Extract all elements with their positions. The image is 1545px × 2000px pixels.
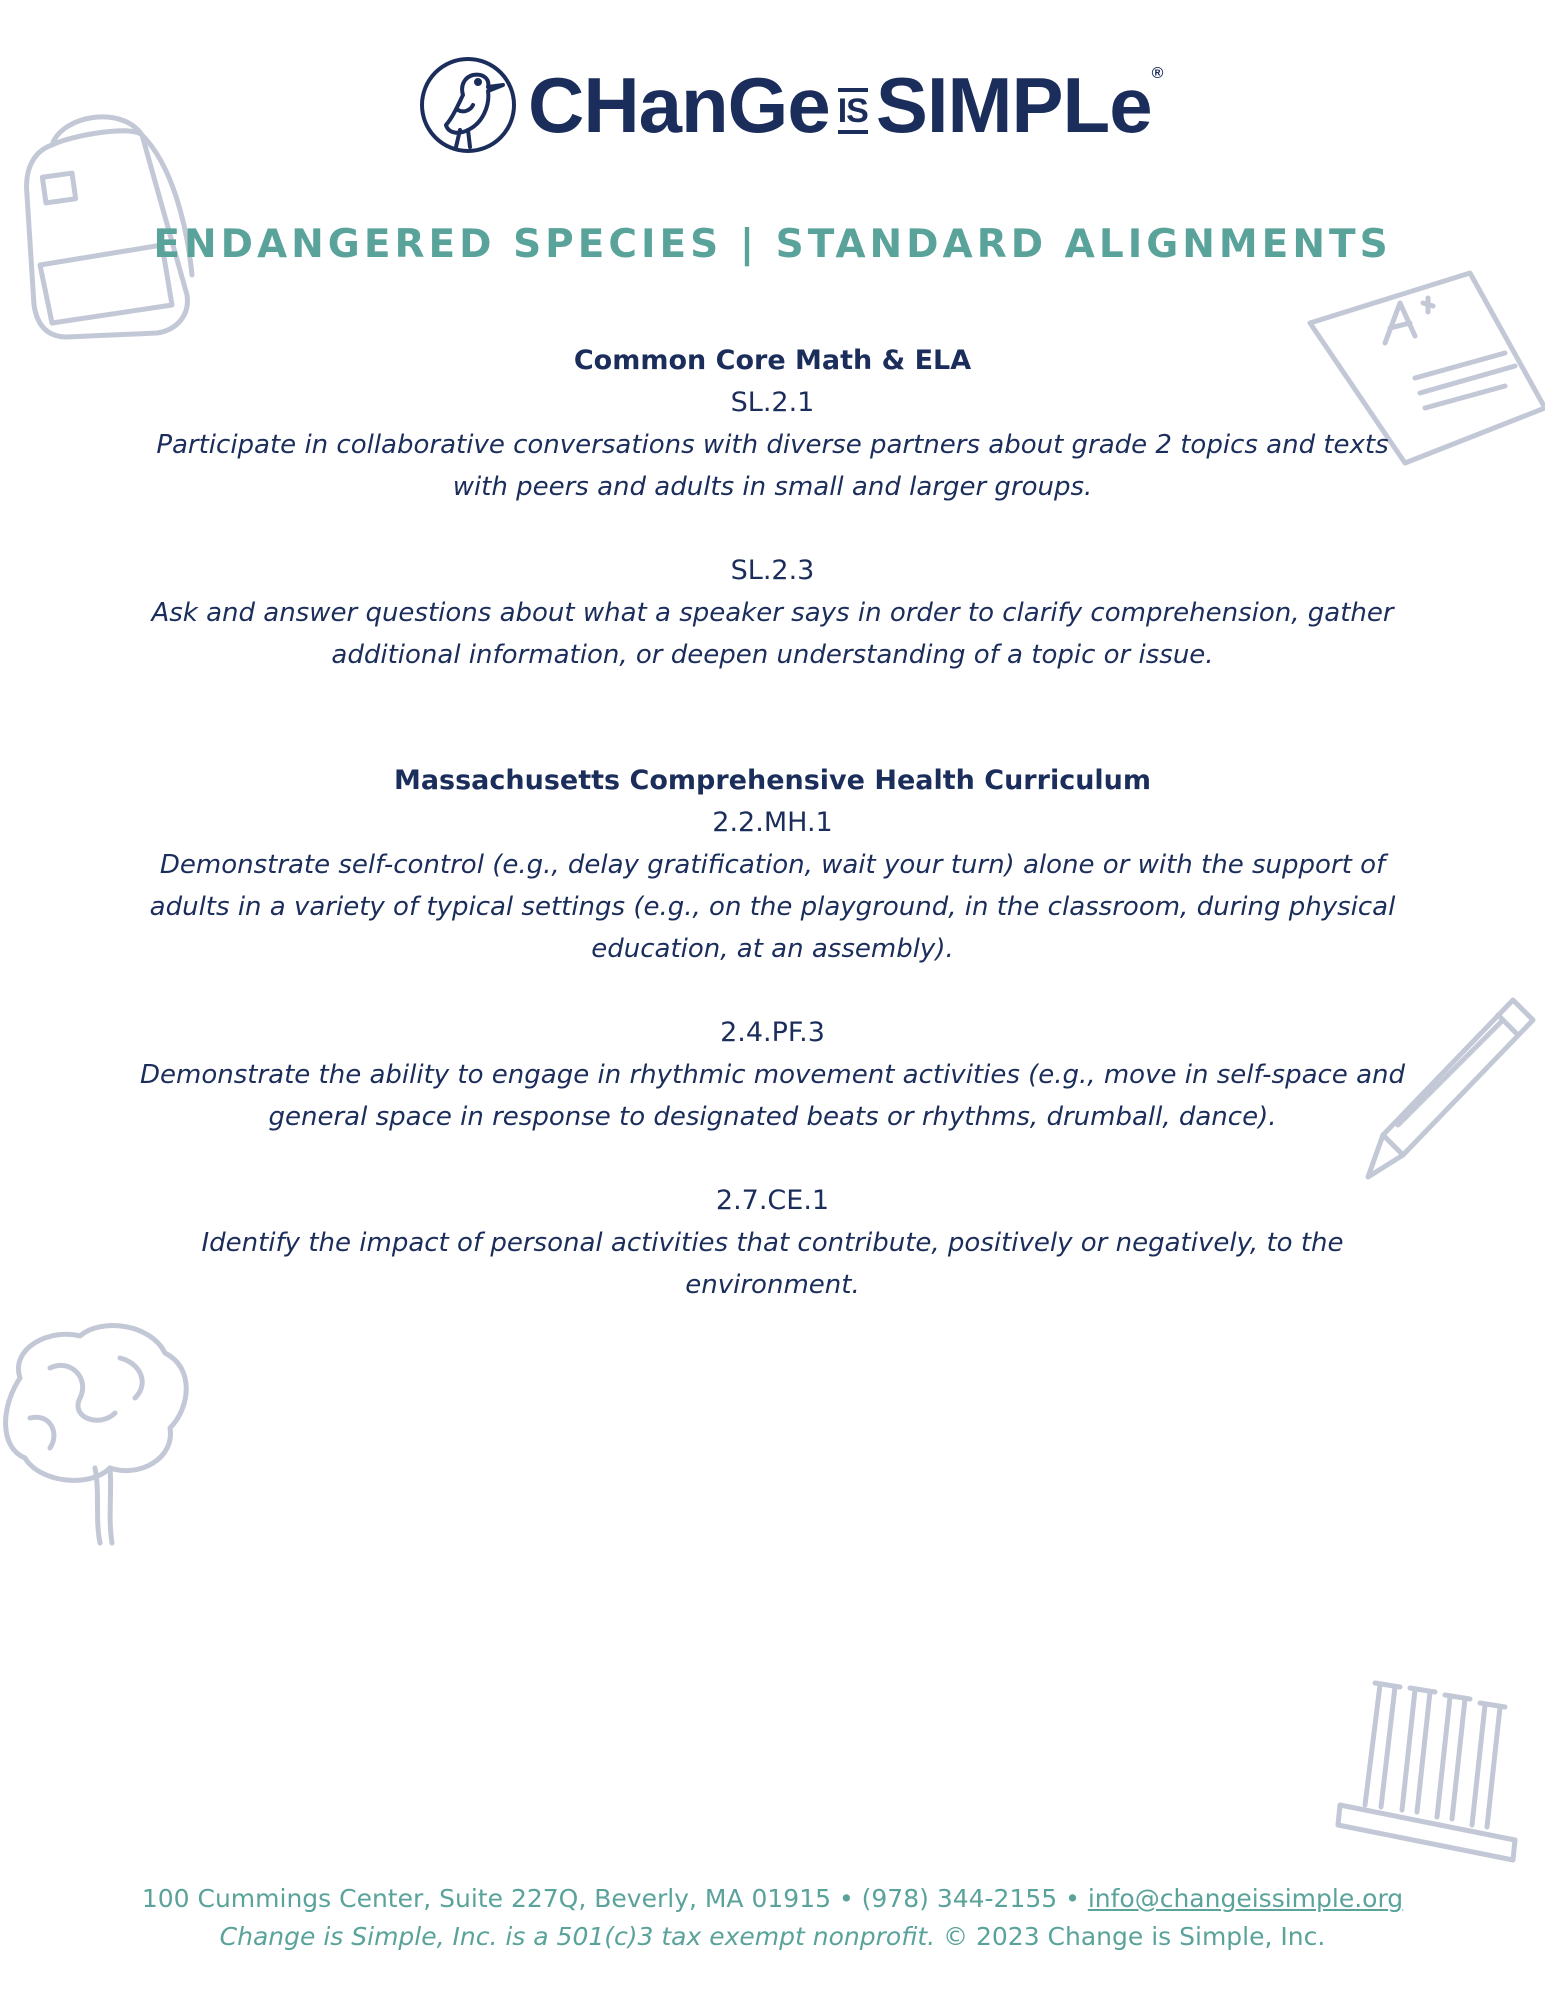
standard-description: Demonstrate self-control (e.g., delay gratification, wait your turn) alone or with the support of adults in a variety of typical settings (e.g., on the playground, in the classroom, during physical education, at an assembly). <box>149 850 1396 964</box>
standard-description: Demonstrate the ability to engage in rhythmic movement activities (e.g., move in self-space and general space in response to designated beats or rhythms, drumball, dance). <box>140 1060 1405 1132</box>
logo-word-is: IS <box>838 88 868 134</box>
test-tubes-icon <box>1335 1675 1545 1875</box>
page-title: ENDANGERED SPECIES | STANDARD ALIGNMENTS <box>153 222 1392 267</box>
standard-description: Participate in collaborative conversations with diverse partners about grade 2 topics and texts with peers and adults in small and larger groups. <box>156 430 1389 502</box>
logo-word-simple: SIMPLe <box>875 61 1152 149</box>
standard-code: SL.2.3 <box>730 555 815 586</box>
brain-icon <box>0 1318 195 1548</box>
section-heading: Massachusetts Comprehensive Health Curriculum <box>393 765 1152 796</box>
nonprofit-note: Change is Simple, Inc. is a 501(c)3 tax exempt nonprofit. <box>219 1922 936 1951</box>
standard-code: 2.4.PF.3 <box>720 1017 825 1048</box>
footer-address: 100 Cummings Center, Suite 227Q, Beverly, MA 01915 • (978) 344-2155 • <box>141 1884 1088 1913</box>
bird-logo-icon <box>418 55 518 155</box>
footer-legal <box>0 1918 1545 1956</box>
copyright: © 2023 Change is Simple, Inc. <box>935 1922 1326 1951</box>
standard-code: SL.2.1 <box>730 387 815 418</box>
section-heading: Common Core Math & ELA <box>573 345 972 376</box>
footer <box>0 1880 1545 1956</box>
standard-code: 2.2.MH.1 <box>712 807 833 838</box>
registered-mark: ® <box>1151 65 1163 82</box>
standard-description: Ask and answer questions about what a speaker says in order to clarify comprehension, gather additional information, or deepen understanding of a topic or issue. <box>151 598 1394 670</box>
standards-content <box>140 340 1405 1306</box>
logo-word-change: CHanGe <box>528 61 830 149</box>
brand-logo <box>418 50 1162 160</box>
standard-description: Identify the impact of personal activities that contribute, positively or negatively, to the environment. <box>201 1228 1344 1300</box>
email-link[interactable]: info@changeissimple.org <box>1087 1884 1404 1913</box>
standard-code: 2.7.CE.1 <box>715 1185 830 1216</box>
footer-contact <box>0 1880 1545 1918</box>
